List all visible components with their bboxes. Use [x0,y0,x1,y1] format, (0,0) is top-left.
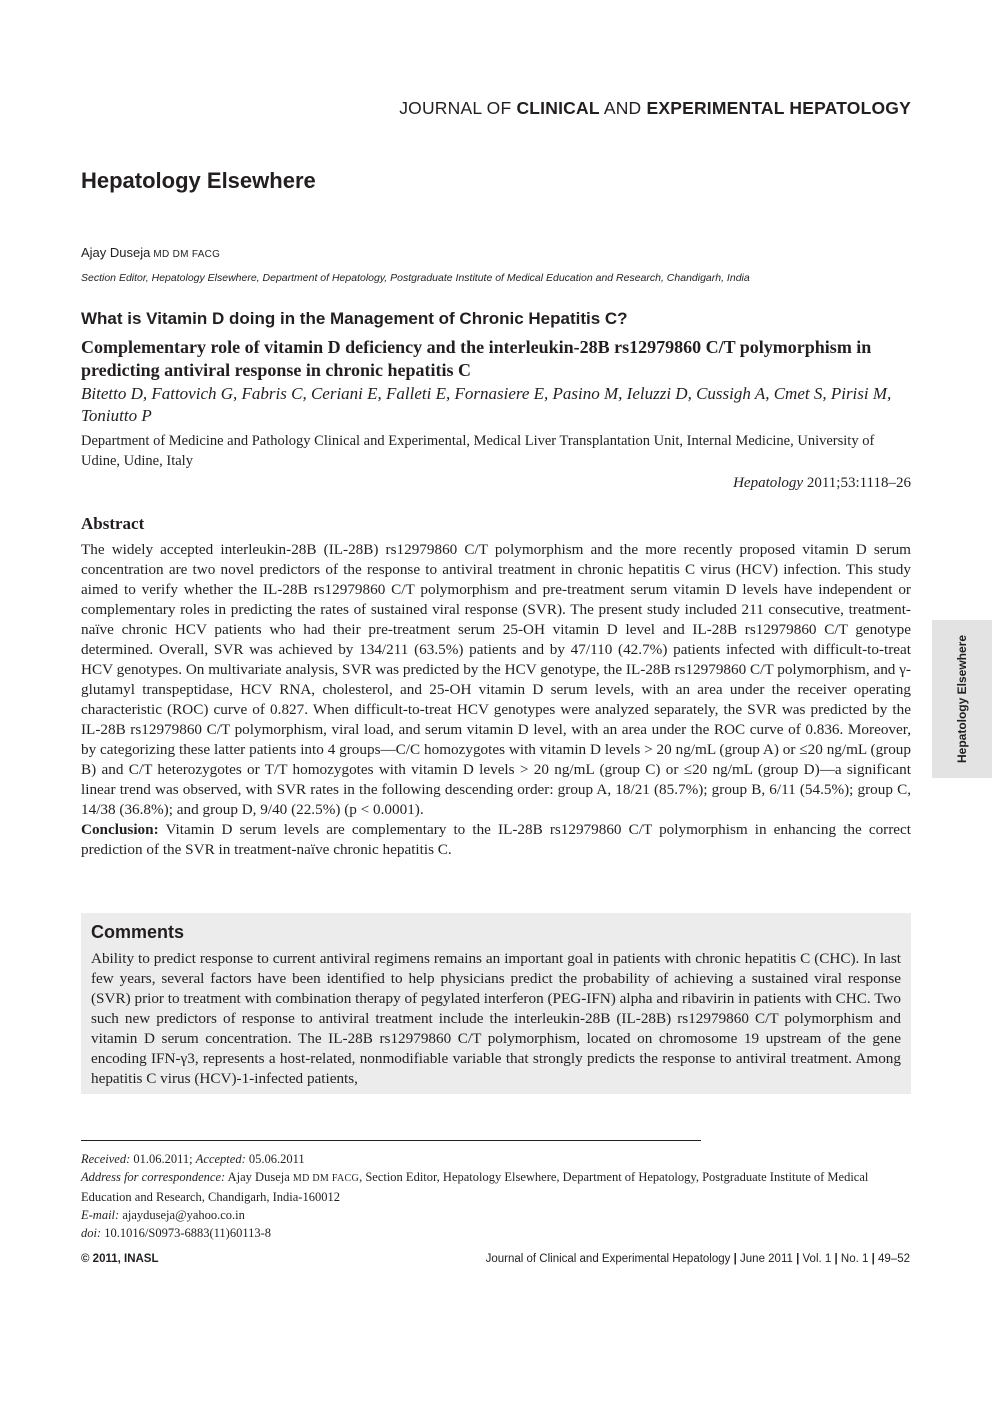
editor-affiliation: Section Editor, Hepatology Elsewhere, Department of Hepatology, Postgraduate Institute of Medical Education and Research, Chandigarh, India [81,272,750,284]
footer-volume: Vol. 1 [802,1253,832,1265]
section-title: Hepatology Elsewhere [81,168,316,193]
email-link[interactable]: ajayduseja@yahoo.co.in [122,1208,245,1222]
address-text: , Section Editor, Hepatology Elsewhere, Department of Hepatology, Postgraduate Institute of Medical Education and Research, Chandigarh, India-160012 [81,1170,869,1204]
paper-title: Complementary role of vitamin D deficiency and the interleukin-28B rs12979860 C/T polymorphism in predicting antiviral response in chronic hepatitis C [81,337,872,380]
accepted-date: 05.06.2011 [248,1152,305,1166]
footer-number: No. 1 [840,1253,869,1265]
received-line [81,1150,911,1168]
abstract-text: The widely accepted interleukin-28B (IL-28B) rs12979860 C/T polymorphism and the more recently proposed vitamin D serum concentration are two novel predictors of the response to antiviral treatment in chronic hepatitis C virus (HCV) infection. This study aimed to verify whether the IL-28B rs12979860 C/T polymorphism and pre-treatment serum vitamin D levels have independent or complementary roles in predicting the rates of sustained viral response (SVR). The present study included 211 consecutive, treatment-naïve chronic HCV patients who had their pre-treatment serum 25-OH vitamin D level and IL-28B rs12979860 C/T genotype determined. Overall, SVR was achieved by 134/211 (63.5%) patients and by 47/110 (42.7%) patients infected with difficult-to-treat HCV genotypes. On multivariate analysis, SVR was predicted by the HCV genotype, the IL-28B rs12979860 C/T polymorphism, and γ-glutamyl transpeptidase, HCV RNA, cholesterol, and 25-OH vitamin D serum levels, with an area under the receiver operating characteristic (ROC) curve of 0.827. When difficult-to-treat HCV genotypes were analyzed separately, the SVR was predicted by the IL-28B rs12979860 C/T polymorphism, viral load, and serum vitamin D level, with an area under the ROC curve of 0.836. Moreover, by categorizing these latter patients into 4 groups—C/C homozygotes with vitamin D levels > 20 ng/mL (group A) or ≤20 ng/mL (group B) and C/T heterozygotes or T/T homozygotes with vitamin D levels > 20 ng/mL (group C) or ≤20 ng/mL (group D)—a significant linear trend was observed, with SVR rates in the following descending order: group A, 18/21 (85.7%); group B, 6/11 (54.5%); group C, 14/38 (36.8%); and group D, 9/40 (22.5%) (p < 0.0001). [81,541,911,818]
doi-value[interactable]: 10.1016/S0973-6883(11)60113-8 [104,1226,272,1240]
footnotes [81,1150,911,1242]
editor-credentials: MD DM FACG [153,249,221,260]
address-label: Address for correspondence: [81,1170,226,1184]
comments-heading: Comments [91,922,185,942]
received-date: 01.06.2011; [133,1152,193,1166]
paper-affiliation: Department of Medicine and Pathology Clinical and Experimental, Medical Liver Transplantation Unit, Internal Medicine, University of Udine, Udine, Italy [81,433,875,469]
accepted-label: Accepted: [195,1152,246,1166]
editor-name: Ajay Duseja [81,245,151,260]
footer-date: June 2011 [740,1253,793,1265]
footnote-divider [81,1140,701,1141]
abstract-body [81,540,911,860]
address-line [81,1168,911,1206]
email-label: E-mail: [81,1208,120,1222]
comments-box [81,913,911,1094]
footer-separator: | [730,1253,741,1265]
question-title: What is Vitamin D doing in the Management of Chronic Hepatitis C? [81,309,628,328]
address-name: Ajay Duseja [227,1170,290,1184]
received-label: Received: [81,1152,131,1166]
citation-details: 2011;53:1118–26 [806,475,911,491]
footer-pages: 49–52 [878,1253,910,1265]
journal-name-experimental: EXPERIMENTAL HEPATOLOGY [646,98,911,118]
footer-separator: | [831,1253,841,1265]
journal-header [80,98,911,119]
journal-name-and: AND [603,98,642,118]
section-side-tab [932,620,992,778]
journal-name-clinical: CLINICAL [516,98,600,118]
citation-journal: Hepatology [733,475,804,491]
footer-journal: Journal of Clinical and Experimental Hepatology [485,1253,731,1265]
footer-separator: | [868,1253,879,1265]
paper-authors: Bitetto D, Fattovich G, Fabris C, Ceriani E, Falleti E, Fornasiere E, Pasino M, Ieluzzi D, Cussigh A, Cmet S, Pirisi M, Toniutto P [81,384,892,425]
doi-label: doi: [81,1226,102,1240]
abstract-heading: Abstract [81,514,145,533]
footer-copyright: © 2011, INASL [81,1253,159,1265]
conclusion-label: Conclusion: [81,821,159,838]
editor-line [81,245,220,260]
footer-separator: | [792,1253,803,1265]
footer-journal-info [486,1253,910,1265]
doi-line [81,1224,911,1242]
conclusion-text: Vitamin D serum levels are complementary to the IL-28B rs12979860 C/T polymorphism in enhancing the correct prediction of the SVR in treatment-naïve chronic hepatitis C. [81,821,911,858]
address-credentials: MD DM FACG [292,1173,360,1184]
citation [733,475,911,492]
side-tab-label: Hepatology Elsewhere [955,634,969,764]
journal-name-prefix: JOURNAL OF [399,98,512,118]
comments-body: Ability to predict response to current antiviral regimens remains an important goal in patients with chronic hepatitis C (CHC). In last few years, several factors have been identified to help physicians predict the probability of achieving a sustained viral response (SVR) prior to treatment with combination therapy of pegylated interferon (PEG-IFN) alpha and ribavirin in patients with CHC. Two such new predictors of response to antiviral treatment include the interleukin-28B (IL-28B) rs12979860 C/T polymorphism and vitamin D serum concentration. The IL-28B rs12979860 C/T polymorphism, located on chromosome 19 upstream of the gene encoding IFN-γ3, represents a host-related, nonmodifiable variable that strongly predicts the response to antiviral treatment. Among hepatitis C virus (HCV)-1-infected patients, [91,950,901,1087]
email-line [81,1206,911,1224]
